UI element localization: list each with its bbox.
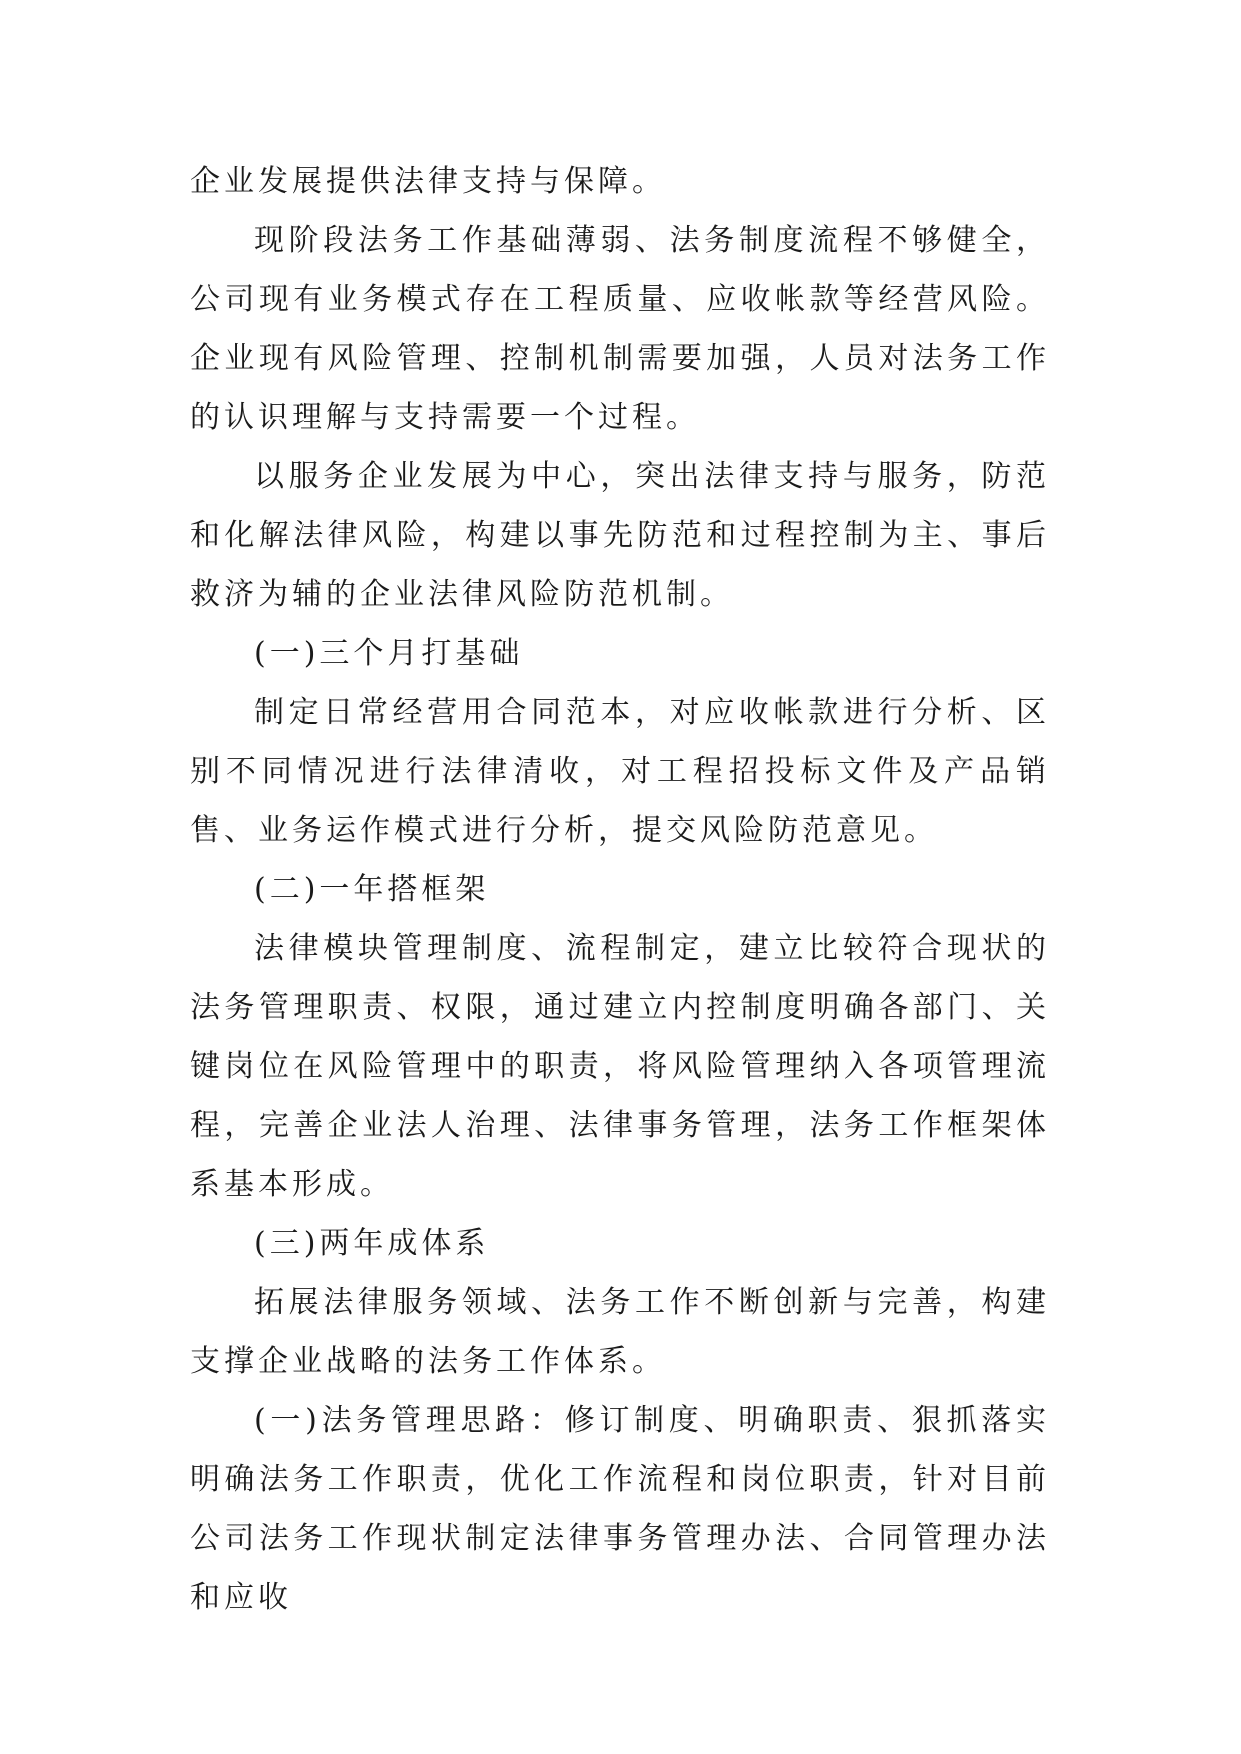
- paragraph-current-situation: 现阶段法务工作基础薄弱、法务制度流程不够健全，公司现有业务模式存在工程质量、应收帐款等经营风险。企业现有风险管理、控制机制需要加强，人员对法务工作的认识理解与支持需要一个过程。: [190, 223, 1050, 435]
- section-heading-two-years: (三)两年成体系: [254, 1226, 490, 1261]
- paragraph-goal: 以服务企业发展为中心，突出法律支持与服务，防范和化解法律风险，构建以事先防范和过程控制为主、事后救济为辅的企业法律风险防范机制。: [190, 459, 1050, 612]
- section-heading-one-year: (二)一年搭框架: [254, 872, 490, 907]
- paragraph-two-years: 拓展法律服务领域、法务工作不断创新与完善，构建支撑企业战略的法务工作体系。: [190, 1285, 1050, 1379]
- paragraph-management-approach: (一)法务管理思路：修订制度、明确职责、狠抓落实明确法务工作职责，优化工作流程和岗位职责，针对目前公司法务工作现状制定法律事务管理办法、合同管理办法和应收: [190, 1403, 1050, 1615]
- paragraph-continuation: 企业发展提供法律支持与保障。: [190, 164, 666, 199]
- paragraph-three-months: 制定日常经营用合同范本，对应收帐款进行分析、区别不同情况进行法律清收，对工程招投标文件及产品销售、业务运作模式进行分析，提交风险防范意见。: [190, 695, 1050, 848]
- document-body: [190, 152, 1050, 1627]
- section-heading-three-months: (一)三个月打基础: [254, 636, 524, 671]
- paragraph-one-year: 法律模块管理制度、流程制定，建立比较符合现状的法务管理职责、权限，通过建立内控制度明确各部门、关键岗位在风险管理中的职责，将风险管理纳入各项管理流程，完善企业法人治理、法律事务管理，法务工作框架体系基本形成。: [190, 931, 1050, 1202]
